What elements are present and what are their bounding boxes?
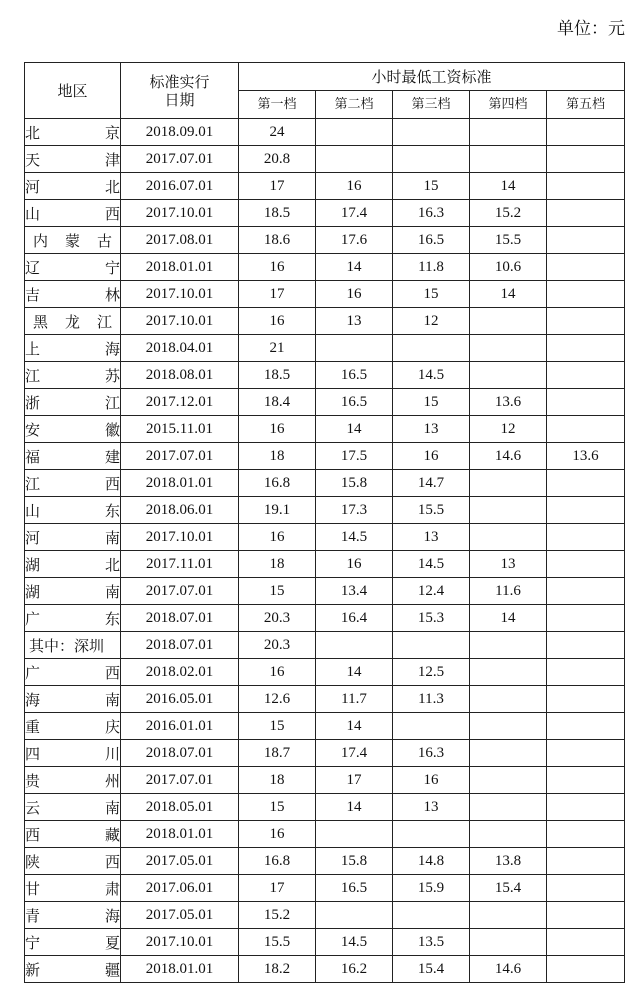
date-cell: 2017.11.01 — [121, 551, 239, 578]
date-cell: 2017.05.01 — [121, 848, 239, 875]
region-cell: 云南 — [25, 794, 121, 821]
tier-1-cell: 18.4 — [239, 389, 316, 416]
date-cell: 2016.07.01 — [121, 173, 239, 200]
date-cell: 2018.09.01 — [121, 119, 239, 146]
tier-3-cell: 15 — [393, 389, 470, 416]
table-row — [25, 767, 625, 794]
tier-1-cell: 18 — [239, 551, 316, 578]
region-cell: 西藏 — [25, 821, 121, 848]
header-date — [121, 63, 239, 119]
tier-5-cell — [547, 632, 625, 659]
tier-2-cell: 16 — [316, 173, 393, 200]
tier-3-cell: 13 — [393, 416, 470, 443]
tier-1-cell: 16.8 — [239, 848, 316, 875]
tier-3-cell: 13.5 — [393, 929, 470, 956]
table-row — [25, 173, 625, 200]
region-cell: 福建 — [25, 443, 121, 470]
tier-3-cell: 14.7 — [393, 470, 470, 497]
tier-1-cell: 17 — [239, 875, 316, 902]
table-row — [25, 524, 625, 551]
table-row — [25, 794, 625, 821]
tier-3-cell — [393, 119, 470, 146]
tier-4-cell — [470, 713, 547, 740]
tier-3-cell: 15.5 — [393, 497, 470, 524]
region-cell: 宁夏 — [25, 929, 121, 956]
date-cell: 2018.01.01 — [121, 956, 239, 983]
tier-1-cell: 12.6 — [239, 686, 316, 713]
tier-4-cell — [470, 821, 547, 848]
tier-3-cell: 11.3 — [393, 686, 470, 713]
tier-5-cell — [547, 821, 625, 848]
tier-4-cell: 14.6 — [470, 956, 547, 983]
tier-3-cell: 12.5 — [393, 659, 470, 686]
tier-4-cell: 13.8 — [470, 848, 547, 875]
table-row — [25, 146, 625, 173]
date-cell: 2017.10.01 — [121, 308, 239, 335]
tier-3-cell: 14.8 — [393, 848, 470, 875]
table-row — [25, 497, 625, 524]
table-row — [25, 119, 625, 146]
tier-2-cell: 13.4 — [316, 578, 393, 605]
tier-4-cell: 10.6 — [470, 254, 547, 281]
tier-2-cell — [316, 146, 393, 173]
tier-1-cell: 20.3 — [239, 605, 316, 632]
tier-4-cell — [470, 794, 547, 821]
table-row — [25, 875, 625, 902]
header-hourly-min-wage: 小时最低工资标准 — [239, 63, 625, 91]
table-row — [25, 956, 625, 983]
tier-4-cell: 12 — [470, 416, 547, 443]
tier-2-cell — [316, 632, 393, 659]
region-cell: 湖北 — [25, 551, 121, 578]
table-row — [25, 551, 625, 578]
tier-3-cell — [393, 146, 470, 173]
tier-1-cell: 18.5 — [239, 200, 316, 227]
region-cell: 广东 — [25, 605, 121, 632]
region-cell: 黑龙江 — [25, 308, 121, 335]
table-row — [25, 605, 625, 632]
tier-3-cell: 16.3 — [393, 200, 470, 227]
tier-2-cell: 14 — [316, 713, 393, 740]
date-cell: 2018.01.01 — [121, 821, 239, 848]
tier-5-cell — [547, 389, 625, 416]
tier-2-cell: 17.3 — [316, 497, 393, 524]
tier-3-cell: 16 — [393, 443, 470, 470]
date-cell: 2017.05.01 — [121, 902, 239, 929]
tier-4-cell — [470, 767, 547, 794]
tier-1-cell: 16 — [239, 524, 316, 551]
region-cell: 海南 — [25, 686, 121, 713]
tier-5-cell — [547, 200, 625, 227]
tier-1-cell: 15 — [239, 578, 316, 605]
tier-3-cell: 11.8 — [393, 254, 470, 281]
tier-4-cell: 15.5 — [470, 227, 547, 254]
tier-5-cell — [547, 362, 625, 389]
date-cell: 2017.10.01 — [121, 929, 239, 956]
date-cell: 2018.06.01 — [121, 497, 239, 524]
table-row — [25, 443, 625, 470]
tier-1-cell: 15 — [239, 794, 316, 821]
tier-1-cell: 16 — [239, 308, 316, 335]
tier-5-cell — [547, 173, 625, 200]
tier-4-cell: 15.2 — [470, 200, 547, 227]
tier-4-cell: 13.6 — [470, 389, 547, 416]
tier-2-cell: 13 — [316, 308, 393, 335]
tier-4-cell — [470, 659, 547, 686]
tier-2-cell: 17 — [316, 767, 393, 794]
table-row — [25, 929, 625, 956]
tier-4-cell — [470, 686, 547, 713]
tier-1-cell: 18.6 — [239, 227, 316, 254]
region-cell: 上海 — [25, 335, 121, 362]
tier-5-cell — [547, 713, 625, 740]
tier-2-cell — [316, 119, 393, 146]
tier-5-cell — [547, 335, 625, 362]
tier-1-cell: 21 — [239, 335, 316, 362]
header-tier-1: 第一档 — [239, 91, 316, 119]
tier-1-cell: 18.2 — [239, 956, 316, 983]
tier-4-cell — [470, 335, 547, 362]
tier-4-cell — [470, 362, 547, 389]
date-cell: 2018.01.01 — [121, 254, 239, 281]
header-region: 地区 — [25, 63, 121, 119]
tier-3-cell: 15.4 — [393, 956, 470, 983]
tier-4-cell: 11.6 — [470, 578, 547, 605]
tier-1-cell: 24 — [239, 119, 316, 146]
region-cell: 江西 — [25, 470, 121, 497]
region-cell: 安徽 — [25, 416, 121, 443]
tier-1-cell: 15.2 — [239, 902, 316, 929]
date-cell: 2016.01.01 — [121, 713, 239, 740]
tier-3-cell: 14.5 — [393, 551, 470, 578]
table-row — [25, 821, 625, 848]
date-cell: 2017.07.01 — [121, 146, 239, 173]
tier-1-cell: 17 — [239, 281, 316, 308]
date-cell: 2017.12.01 — [121, 389, 239, 416]
tier-1-cell: 16 — [239, 416, 316, 443]
table-row — [25, 200, 625, 227]
tier-5-cell: 13.6 — [547, 443, 625, 470]
tier-5-cell — [547, 281, 625, 308]
header-tier-4: 第四档 — [470, 91, 547, 119]
region-cell: 山西 — [25, 200, 121, 227]
tier-3-cell — [393, 632, 470, 659]
tier-2-cell: 14 — [316, 659, 393, 686]
tier-3-cell: 16.5 — [393, 227, 470, 254]
date-cell: 2016.05.01 — [121, 686, 239, 713]
tier-5-cell — [547, 308, 625, 335]
tier-2-cell: 14 — [316, 254, 393, 281]
tier-4-cell — [470, 470, 547, 497]
tier-4-cell: 14.6 — [470, 443, 547, 470]
tier-5-cell — [547, 470, 625, 497]
tier-3-cell: 16 — [393, 767, 470, 794]
tier-3-cell: 14.5 — [393, 362, 470, 389]
tier-5-cell — [547, 146, 625, 173]
tier-2-cell: 16.5 — [316, 362, 393, 389]
table-row — [25, 281, 625, 308]
region-cell: 青海 — [25, 902, 121, 929]
tier-3-cell — [393, 335, 470, 362]
table-row — [25, 632, 625, 659]
tier-2-cell — [316, 821, 393, 848]
tier-3-cell — [393, 902, 470, 929]
region-cell: 贵州 — [25, 767, 121, 794]
tier-1-cell: 19.1 — [239, 497, 316, 524]
date-cell: 2017.10.01 — [121, 200, 239, 227]
tier-4-cell — [470, 740, 547, 767]
tier-2-cell: 17.5 — [316, 443, 393, 470]
header-tier-2: 第二档 — [316, 91, 393, 119]
date-cell: 2017.07.01 — [121, 443, 239, 470]
table-row — [25, 740, 625, 767]
region-cell: 其中：深圳 — [25, 632, 121, 659]
tier-1-cell: 18 — [239, 767, 316, 794]
tier-2-cell: 16.5 — [316, 389, 393, 416]
region-cell: 湖南 — [25, 578, 121, 605]
tier-1-cell: 16 — [239, 254, 316, 281]
date-cell: 2017.10.01 — [121, 524, 239, 551]
tier-5-cell — [547, 497, 625, 524]
tier-1-cell: 17 — [239, 173, 316, 200]
region-cell: 吉林 — [25, 281, 121, 308]
tier-4-cell — [470, 632, 547, 659]
date-cell: 2018.07.01 — [121, 605, 239, 632]
tier-4-cell — [470, 119, 547, 146]
table-row — [25, 335, 625, 362]
tier-5-cell — [547, 902, 625, 929]
date-cell: 2017.07.01 — [121, 578, 239, 605]
tier-5-cell — [547, 848, 625, 875]
tier-1-cell: 18.5 — [239, 362, 316, 389]
tier-3-cell: 15.9 — [393, 875, 470, 902]
tier-1-cell: 18 — [239, 443, 316, 470]
tier-3-cell: 15 — [393, 281, 470, 308]
table-body — [25, 119, 625, 983]
tier-4-cell — [470, 929, 547, 956]
region-cell: 四川 — [25, 740, 121, 767]
date-cell: 2017.08.01 — [121, 227, 239, 254]
tier-3-cell: 12.4 — [393, 578, 470, 605]
tier-2-cell: 14.5 — [316, 929, 393, 956]
tier-5-cell — [547, 956, 625, 983]
region-cell: 重庆 — [25, 713, 121, 740]
date-cell: 2018.01.01 — [121, 470, 239, 497]
tier-2-cell: 16 — [316, 551, 393, 578]
tier-3-cell: 13 — [393, 524, 470, 551]
tier-1-cell: 16 — [239, 821, 316, 848]
tier-2-cell: 17.4 — [316, 740, 393, 767]
tier-2-cell — [316, 335, 393, 362]
tier-4-cell: 15.4 — [470, 875, 547, 902]
tier-2-cell: 16.4 — [316, 605, 393, 632]
region-cell: 内蒙古 — [25, 227, 121, 254]
table-row — [25, 308, 625, 335]
tier-5-cell — [547, 416, 625, 443]
tier-3-cell: 15.3 — [393, 605, 470, 632]
unit-label: 单位：元 — [557, 19, 625, 39]
tier-5-cell — [547, 227, 625, 254]
region-cell: 天津 — [25, 146, 121, 173]
tier-3-cell: 16.3 — [393, 740, 470, 767]
table-row — [25, 659, 625, 686]
date-cell: 2018.08.01 — [121, 362, 239, 389]
tier-1-cell: 20.8 — [239, 146, 316, 173]
table-row — [25, 686, 625, 713]
tier-2-cell: 14 — [316, 416, 393, 443]
date-cell: 2018.04.01 — [121, 335, 239, 362]
tier-2-cell: 14 — [316, 794, 393, 821]
tier-3-cell: 15 — [393, 173, 470, 200]
header-tier-5: 第五档 — [547, 91, 625, 119]
tier-4-cell: 14 — [470, 605, 547, 632]
tier-3-cell: 13 — [393, 794, 470, 821]
tier-1-cell: 16.8 — [239, 470, 316, 497]
date-cell: 2018.05.01 — [121, 794, 239, 821]
tier-4-cell — [470, 308, 547, 335]
date-cell: 2018.02.01 — [121, 659, 239, 686]
region-cell: 江苏 — [25, 362, 121, 389]
tier-2-cell: 15.8 — [316, 848, 393, 875]
date-cell: 2018.07.01 — [121, 740, 239, 767]
tier-1-cell: 15 — [239, 713, 316, 740]
date-cell: 2018.07.01 — [121, 632, 239, 659]
table-row — [25, 713, 625, 740]
tier-5-cell — [547, 875, 625, 902]
tier-5-cell — [547, 119, 625, 146]
tier-2-cell: 17.4 — [316, 200, 393, 227]
tier-1-cell: 15.5 — [239, 929, 316, 956]
region-cell: 辽宁 — [25, 254, 121, 281]
tier-5-cell — [547, 524, 625, 551]
table-row — [25, 848, 625, 875]
tier-2-cell — [316, 902, 393, 929]
region-cell: 新疆 — [25, 956, 121, 983]
tier-4-cell: 14 — [470, 173, 547, 200]
tier-5-cell — [547, 551, 625, 578]
date-cell: 2017.07.01 — [121, 767, 239, 794]
tier-4-cell — [470, 902, 547, 929]
min-wage-table — [24, 62, 625, 983]
region-cell: 甘肃 — [25, 875, 121, 902]
header-date-line1: 标准实行 — [149, 72, 210, 91]
tier-5-cell — [547, 794, 625, 821]
region-cell: 广西 — [25, 659, 121, 686]
tier-2-cell: 14.5 — [316, 524, 393, 551]
header-tier-3: 第三档 — [393, 91, 470, 119]
tier-4-cell: 14 — [470, 281, 547, 308]
tier-2-cell: 17.6 — [316, 227, 393, 254]
tier-1-cell: 20.3 — [239, 632, 316, 659]
tier-5-cell — [547, 659, 625, 686]
tier-2-cell: 16.5 — [316, 875, 393, 902]
region-cell: 山东 — [25, 497, 121, 524]
tier-2-cell: 11.7 — [316, 686, 393, 713]
tier-4-cell: 13 — [470, 551, 547, 578]
tier-2-cell: 16.2 — [316, 956, 393, 983]
tier-5-cell — [547, 605, 625, 632]
table-row — [25, 389, 625, 416]
region-cell: 河南 — [25, 524, 121, 551]
table-row — [25, 578, 625, 605]
tier-3-cell — [393, 713, 470, 740]
region-cell: 北京 — [25, 119, 121, 146]
tier-5-cell — [547, 686, 625, 713]
tier-3-cell: 12 — [393, 308, 470, 335]
tier-4-cell — [470, 146, 547, 173]
tier-5-cell — [547, 767, 625, 794]
region-cell: 浙江 — [25, 389, 121, 416]
table-row — [25, 902, 625, 929]
tier-3-cell — [393, 821, 470, 848]
tier-1-cell: 18.7 — [239, 740, 316, 767]
tier-5-cell — [547, 254, 625, 281]
table-row — [25, 362, 625, 389]
tier-5-cell — [547, 578, 625, 605]
date-cell: 2017.10.01 — [121, 281, 239, 308]
table-row — [25, 416, 625, 443]
tier-5-cell — [547, 929, 625, 956]
tier-4-cell — [470, 497, 547, 524]
table-row — [25, 227, 625, 254]
tier-4-cell — [470, 524, 547, 551]
tier-2-cell: 15.8 — [316, 470, 393, 497]
date-cell: 2017.06.01 — [121, 875, 239, 902]
region-cell: 河北 — [25, 173, 121, 200]
date-cell: 2015.11.01 — [121, 416, 239, 443]
table-row — [25, 470, 625, 497]
region-cell: 陕西 — [25, 848, 121, 875]
tier-2-cell: 16 — [316, 281, 393, 308]
tier-5-cell — [547, 740, 625, 767]
header-date-line2: 日期 — [164, 90, 195, 109]
tier-1-cell: 16 — [239, 659, 316, 686]
table-row — [25, 254, 625, 281]
